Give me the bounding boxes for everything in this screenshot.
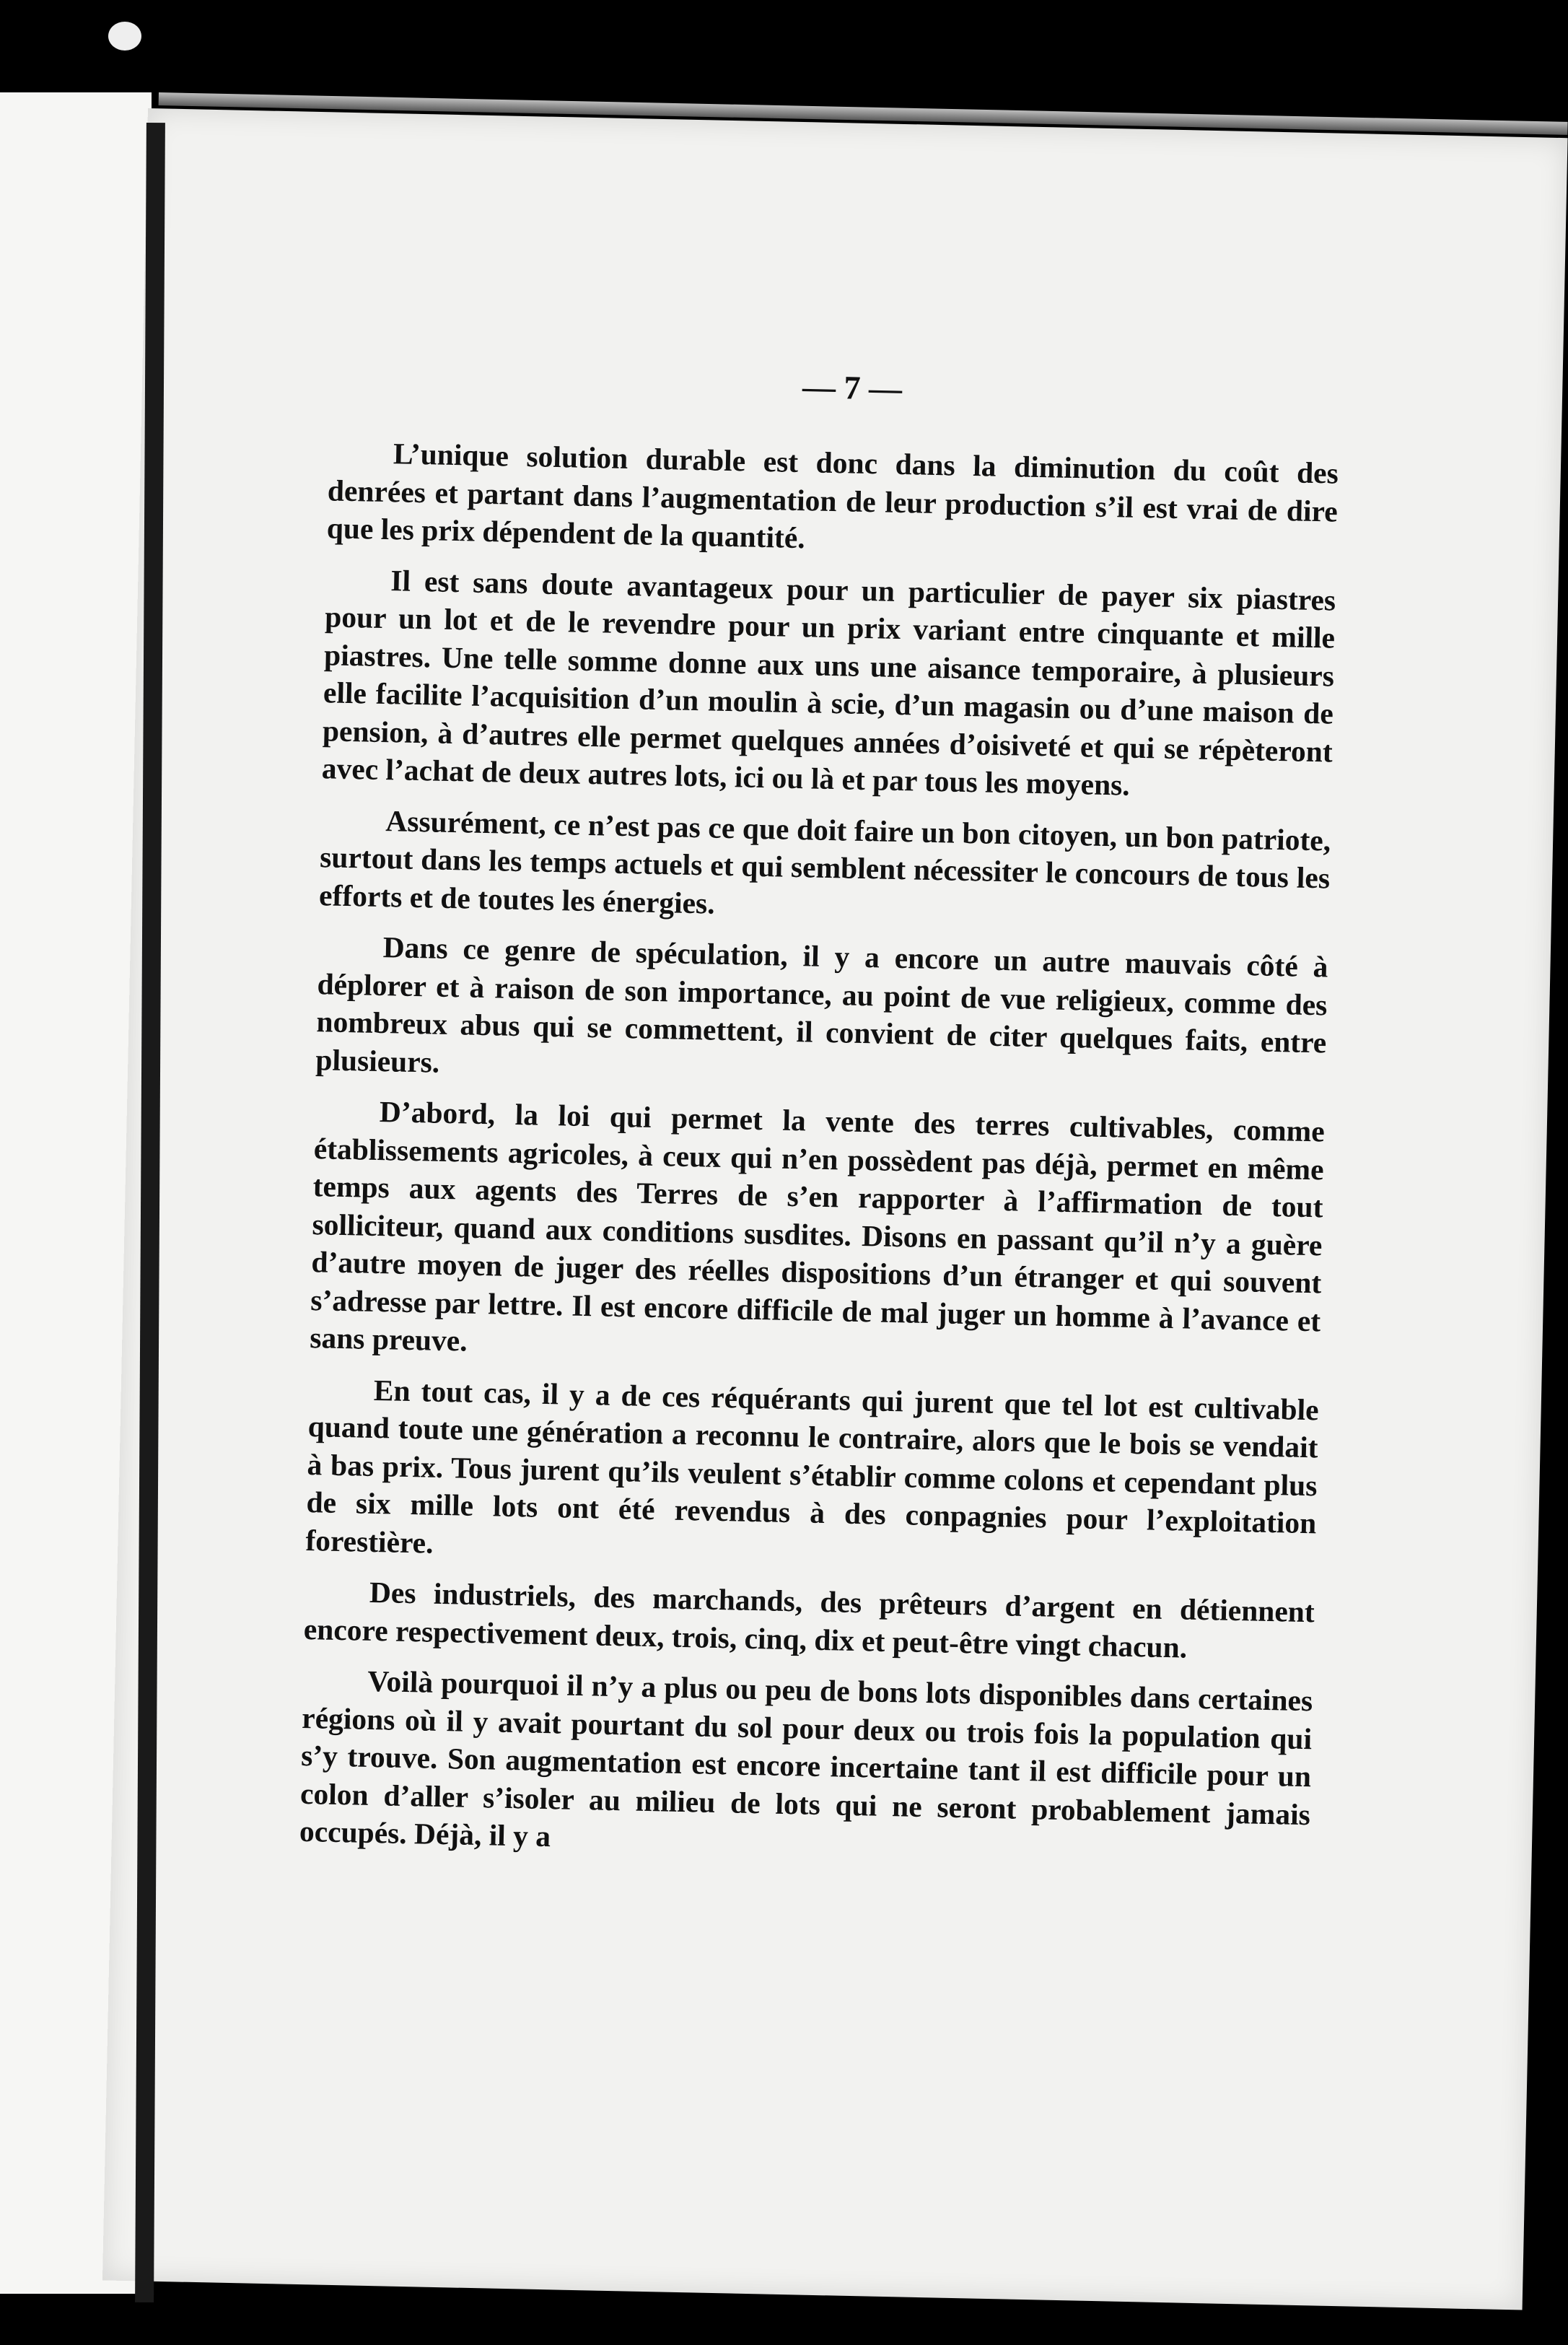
paragraph: Il est sans doute avantageux pour un particulier de payer six piastres pour un lot et de le revendre pour un prix variant entre cinquante et mille piastres. Une telle somme donne aux uns une aisance temporaire, à plusieurs elle facilite l’acquisition d’un moulin à scie, d’un magasin ou d’une maison de pension, à d’autres elle permet quelques années d’oisiveté et qui se répèteront avec l’achat de deux autres lots, ici ou là et par tous les moyens. bbox=[321, 563, 1336, 802]
paragraph: Dans ce genre de spéculation, il y a encore un autre mauvais côté à déplorer et à raison de son importance, au point de vue religieux, comme des nombreux abus qui se commettent, il convient de citer quelques faits, entre plusieurs. bbox=[315, 930, 1328, 1079]
paragraph: D’abord, la loi qui permet la vente des terres cultivables, comme établissements agricoles, à ceux qui n’en possèdent pas déjà, permet en même temps aux agents des Terres de s’en rapporter à l’affirmation de tout solliciteur, quand aux conditions susdites. Disons en passant qu’il n’y a guère d’autre moyen de juger des réelles dispositions d’un étranger et qui souvent s’adresse par lettre. Il est encore difficile de mal juger un homme à l’avance et sans preuve. bbox=[309, 1095, 1326, 1358]
document-page bbox=[102, 108, 1568, 2310]
body-text bbox=[299, 433, 1339, 1884]
paragraph: Des industriels, des marchands, des prêteurs d’argent en détiennent encore respectivement deux, trois, cinq, dix et peut-être vingt chacun. bbox=[303, 1575, 1315, 1664]
dust-speck bbox=[108, 22, 141, 51]
paragraph: L’unique solution durable est donc dans la diminution du coût des denrées et partant dans l’augmentation de leur production s’il est vrai de dire que les prix dépendent de la quantité. bbox=[326, 437, 1339, 555]
paragraph: En tout cas, il y a de ces réquérants qui jurent que tel lot est cultivable quand toute une génération a reconnu le contraire, alors que le bois se vendait à bas prix. Tous jurent qu’ils veulent s’établir comme colons et cependant plus de six mille lots ont été revendus à des conpagnies pour l’exploitation forestière. bbox=[305, 1373, 1320, 1560]
paragraph: Voilà pourquoi il n’y a plus ou peu de bons lots disponibles dans certaines régions où il y avait pourtant du sol pour deux ou trois fois la population qui s’y trouve. Son augmentation est encore incertaine tant il est difficile pour un colon d’aller s’isoler au milieu de lots qui ne seront probablement jamais occupés. Déjà, il y a bbox=[299, 1664, 1313, 1853]
page-number: — 7 — bbox=[802, 368, 903, 407]
paragraph: Assurément, ce n’est pas ce que doit faire un bon citoyen, un bon patriote, surtout dans les temps actuels et qui semblent nécessiter le concours de tous les efforts et de toutes les énergies. bbox=[318, 803, 1331, 920]
